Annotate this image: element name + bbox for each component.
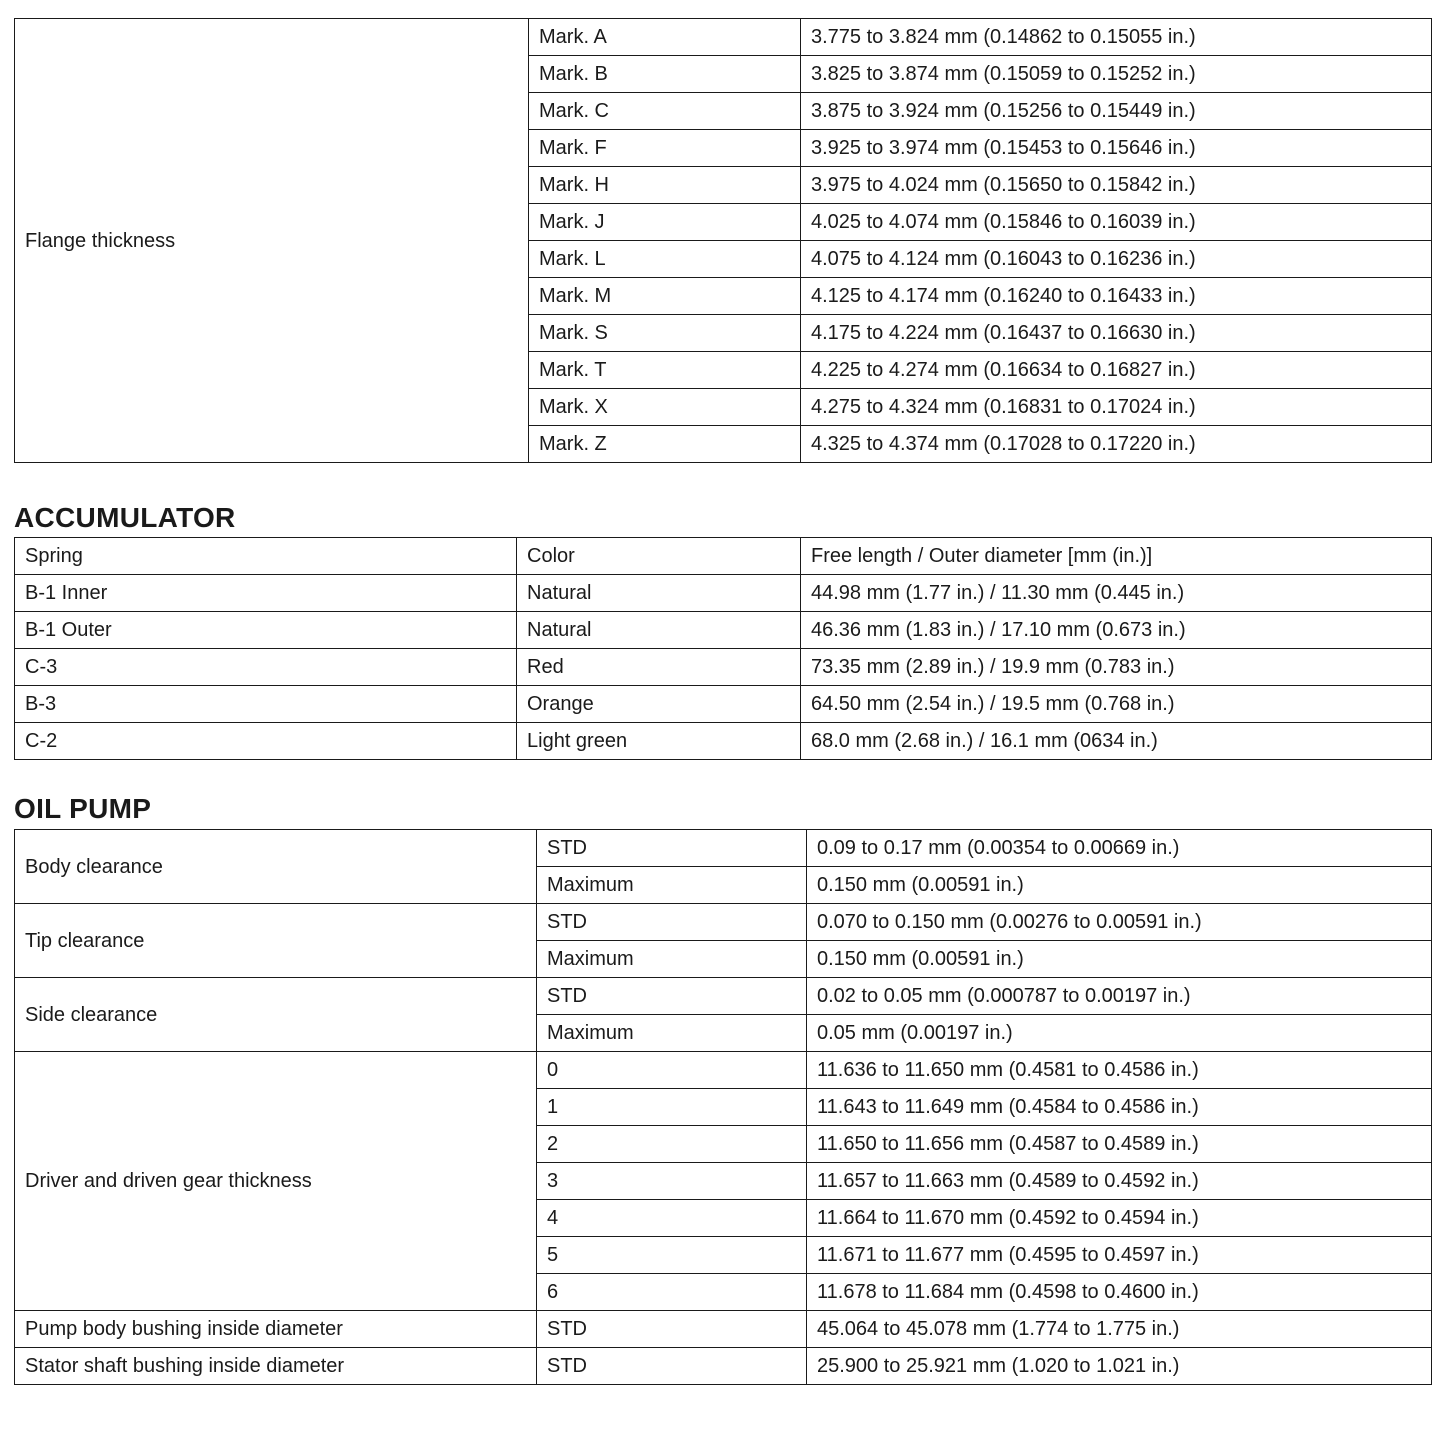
table-row	[15, 1311, 1432, 1348]
flange-table-body	[15, 19, 1432, 463]
flange-thickness-label: Flange thickness	[15, 19, 529, 463]
std-label: STD	[537, 978, 807, 1015]
gear-thickness-label: Driver and driven gear thickness	[15, 1052, 537, 1311]
table-row	[15, 830, 1432, 867]
gear-value: 11.678 to 11.684 mm (0.4598 to 0.4600 in.)	[807, 1274, 1432, 1311]
maximum-label: Maximum	[537, 941, 807, 978]
spring-cell: B-3	[15, 686, 517, 723]
flange-mark: Mark. H	[529, 167, 801, 204]
tip-clearance-label: Tip clearance	[15, 904, 537, 978]
color-cell: Natural	[517, 612, 801, 649]
flange-value: 4.225 to 4.274 mm (0.16634 to 0.16827 in.)	[801, 352, 1432, 389]
flange-value: 4.275 to 4.324 mm (0.16831 to 0.17024 in.)	[801, 389, 1432, 426]
flange-mark: Mark. C	[529, 93, 801, 130]
flange-value: 3.975 to 4.024 mm (0.15650 to 0.15842 in.)	[801, 167, 1432, 204]
flange-thickness-table	[14, 18, 1432, 463]
side-clearance-label: Side clearance	[15, 978, 537, 1052]
flange-mark: Mark. F	[529, 130, 801, 167]
body-clearance-label: Body clearance	[15, 830, 537, 904]
flange-mark: Mark. X	[529, 389, 801, 426]
free-length-cell: 46.36 mm (1.83 in.) / 17.10 mm (0.673 in.)	[801, 612, 1432, 649]
accumulator-table	[14, 537, 1432, 760]
free-length-cell: 68.0 mm (2.68 in.) / 16.1 mm (0634 in.)	[801, 723, 1432, 760]
stator-shaft-bushing-value: 25.900 to 25.921 mm (1.020 to 1.021 in.)	[807, 1348, 1432, 1385]
accumulator-table-body	[15, 538, 1432, 760]
gear-value: 11.643 to 11.649 mm (0.4584 to 0.4586 in.)	[807, 1089, 1432, 1126]
gear-mark: 2	[537, 1126, 807, 1163]
gear-mark: 5	[537, 1237, 807, 1274]
flange-mark: Mark. B	[529, 56, 801, 93]
gear-value: 11.657 to 11.663 mm (0.4589 to 0.4592 in.)	[807, 1163, 1432, 1200]
gear-value: 11.650 to 11.656 mm (0.4587 to 0.4589 in.)	[807, 1126, 1432, 1163]
flange-mark: Mark. S	[529, 315, 801, 352]
flange-mark: Mark. A	[529, 19, 801, 56]
std-label: STD	[537, 904, 807, 941]
body-clearance-std-value: 0.09 to 0.17 mm (0.00354 to 0.00669 in.)	[807, 830, 1432, 867]
flange-value: 3.775 to 3.824 mm (0.14862 to 0.15055 in.)	[801, 19, 1432, 56]
table-row	[15, 686, 1432, 723]
gear-mark: 3	[537, 1163, 807, 1200]
std-label: STD	[537, 830, 807, 867]
stator-shaft-bushing-label: Stator shaft bushing inside diameter	[15, 1348, 537, 1385]
gear-value: 11.671 to 11.677 mm (0.4595 to 0.4597 in.)	[807, 1237, 1432, 1274]
accumulator-heading: ACCUMULATOR	[14, 502, 236, 533]
table-header-row	[15, 538, 1432, 575]
oil-pump-table	[14, 829, 1432, 1385]
gear-value: 11.664 to 11.670 mm (0.4592 to 0.4594 in.)	[807, 1200, 1432, 1237]
free-length-cell: 64.50 mm (2.54 in.) / 19.5 mm (0.768 in.)	[801, 686, 1432, 723]
flange-mark: Mark. J	[529, 204, 801, 241]
table-row	[15, 1052, 1432, 1089]
free-length-cell: 44.98 mm (1.77 in.) / 11.30 mm (0.445 in.)	[801, 575, 1432, 612]
gear-value: 11.636 to 11.650 mm (0.4581 to 0.4586 in.)	[807, 1052, 1432, 1089]
column-header-free-length: Free length / Outer diameter [mm (in.)]	[801, 538, 1432, 575]
gear-mark: 6	[537, 1274, 807, 1311]
flange-value: 3.875 to 3.924 mm (0.15256 to 0.15449 in.)	[801, 93, 1432, 130]
spring-cell: C-3	[15, 649, 517, 686]
std-label: STD	[537, 1348, 807, 1385]
maximum-label: Maximum	[537, 1015, 807, 1052]
flange-value: 4.075 to 4.124 mm (0.16043 to 0.16236 in.)	[801, 241, 1432, 278]
table-row	[15, 649, 1432, 686]
flange-mark: Mark. M	[529, 278, 801, 315]
spring-cell: B-1 Outer	[15, 612, 517, 649]
free-length-cell: 73.35 mm (2.89 in.) / 19.9 mm (0.783 in.)	[801, 649, 1432, 686]
color-cell: Light green	[517, 723, 801, 760]
maximum-label: Maximum	[537, 867, 807, 904]
pump-body-bushing-label: Pump body bushing inside diameter	[15, 1311, 537, 1348]
flange-value: 3.925 to 3.974 mm (0.15453 to 0.15646 in.)	[801, 130, 1432, 167]
flange-mark: Mark. L	[529, 241, 801, 278]
column-header-color: Color	[517, 538, 801, 575]
flange-mark: Mark. T	[529, 352, 801, 389]
table-row	[15, 723, 1432, 760]
color-cell: Natural	[517, 575, 801, 612]
table-row	[15, 978, 1432, 1015]
flange-value: 3.825 to 3.874 mm (0.15059 to 0.15252 in.)	[801, 56, 1432, 93]
gear-mark: 1	[537, 1089, 807, 1126]
body-clearance-max-value: 0.150 mm (0.00591 in.)	[807, 867, 1432, 904]
side-clearance-std-value: 0.02 to 0.05 mm (0.000787 to 0.00197 in.)	[807, 978, 1432, 1015]
flange-value: 4.025 to 4.074 mm (0.15846 to 0.16039 in.)	[801, 204, 1432, 241]
table-row	[15, 904, 1432, 941]
flange-value: 4.325 to 4.374 mm (0.17028 to 0.17220 in.)	[801, 426, 1432, 463]
pump-body-bushing-value: 45.064 to 45.078 mm (1.774 to 1.775 in.)	[807, 1311, 1432, 1348]
gear-mark: 4	[537, 1200, 807, 1237]
column-header-spring: Spring	[15, 538, 517, 575]
oil-pump-heading: OIL PUMP	[14, 793, 152, 824]
spring-cell: C-2	[15, 723, 517, 760]
oil-pump-table-body	[15, 830, 1432, 1385]
color-cell: Red	[517, 649, 801, 686]
flange-value: 4.125 to 4.174 mm (0.16240 to 0.16433 in.)	[801, 278, 1432, 315]
table-row	[15, 612, 1432, 649]
side-clearance-max-value: 0.05 mm (0.00197 in.)	[807, 1015, 1432, 1052]
flange-value: 4.175 to 4.224 mm (0.16437 to 0.16630 in.)	[801, 315, 1432, 352]
color-cell: Orange	[517, 686, 801, 723]
flange-mark: Mark. Z	[529, 426, 801, 463]
std-label: STD	[537, 1311, 807, 1348]
tip-clearance-std-value: 0.070 to 0.150 mm (0.00276 to 0.00591 in.)	[807, 904, 1432, 941]
spring-cell: B-1 Inner	[15, 575, 517, 612]
gear-mark: 0	[537, 1052, 807, 1089]
table-row	[15, 1348, 1432, 1385]
table-row	[15, 575, 1432, 612]
tip-clearance-max-value: 0.150 mm (0.00591 in.)	[807, 941, 1432, 978]
table-row	[15, 19, 1432, 56]
